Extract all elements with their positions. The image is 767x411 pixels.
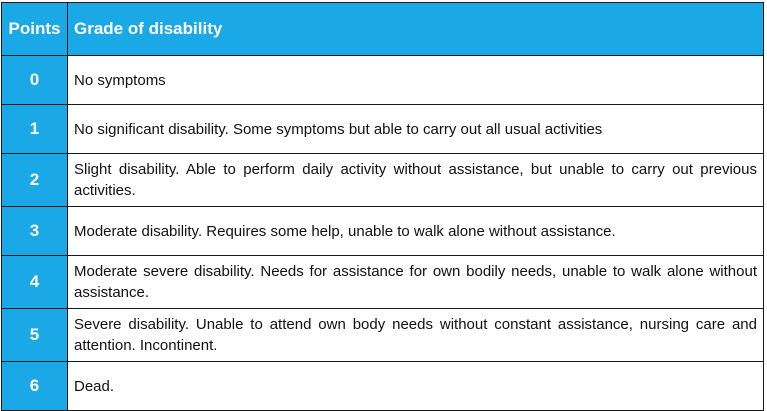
table-row bbox=[2, 309, 764, 362]
table-header bbox=[2, 3, 764, 56]
grade-column-header: Grade of disability bbox=[68, 3, 764, 56]
table-row bbox=[2, 256, 764, 309]
grade-cell: Severe disability. Unable to attend own body needs without constant assistance, nursing care and attention. Incontinent. bbox=[68, 309, 764, 362]
table-row bbox=[2, 105, 764, 154]
table-row bbox=[2, 362, 764, 411]
points-cell: 6 bbox=[2, 362, 68, 411]
grade-cell: No significant disability. Some symptoms but able to carry out all usual activities bbox=[68, 105, 764, 154]
points-cell: 5 bbox=[2, 309, 68, 362]
grade-cell: Moderate severe disability. Needs for assistance for own bodily needs, unable to walk alone without assistance. bbox=[68, 256, 764, 309]
table-body bbox=[2, 56, 764, 411]
table-row bbox=[2, 154, 764, 207]
points-cell: 3 bbox=[2, 207, 68, 256]
points-cell: 0 bbox=[2, 56, 68, 105]
points-cell: 4 bbox=[2, 256, 68, 309]
grade-cell: Slight disability. Able to perform daily activity without assistance, but unable to carry out previous activities. bbox=[68, 154, 764, 207]
grade-cell: Dead. bbox=[68, 362, 764, 411]
table-row bbox=[2, 207, 764, 256]
grade-cell: Moderate disability. Requires some help, unable to walk alone without assistance. bbox=[68, 207, 764, 256]
disability-scale-table bbox=[1, 2, 764, 411]
table-row bbox=[2, 56, 764, 105]
points-cell: 2 bbox=[2, 154, 68, 207]
points-column-header: Points bbox=[2, 3, 68, 56]
grade-cell: No symptoms bbox=[68, 56, 764, 105]
header-row bbox=[2, 3, 764, 56]
points-cell: 1 bbox=[2, 105, 68, 154]
